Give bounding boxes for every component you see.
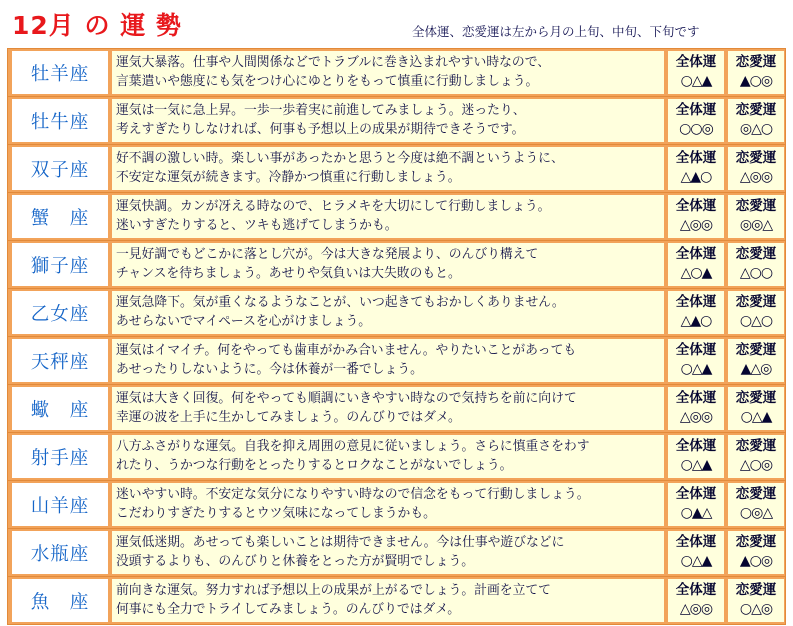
- table-row: [8, 288, 785, 336]
- overall-luck-cell: [668, 387, 724, 430]
- love-luck-cell: [728, 435, 784, 478]
- love-luck-marks: ▲○◎: [739, 73, 773, 89]
- zodiac-sign: 牡羊座: [12, 51, 108, 94]
- overall-luck-marks: ○△▲: [680, 457, 712, 473]
- love-luck-cell: [728, 291, 784, 334]
- love-luck-cell: [728, 579, 784, 622]
- fortune-line: 運気はイマイチ。何をやっても歯車がかみ合いません。やりたいことがあっても: [116, 343, 577, 358]
- overall-luck-marks: ○△▲: [680, 361, 712, 377]
- overall-luck-cell: [668, 579, 724, 622]
- overall-luck-label: 全体運: [675, 198, 717, 214]
- header: [0, 0, 793, 48]
- fortune-line: 八方ふさがりな運気。自我を抑え周囲の意見に従いましょう。さらに慎重さをわす: [116, 439, 590, 454]
- love-luck-cell: [728, 99, 784, 142]
- love-luck-label: 恋愛運: [735, 486, 777, 502]
- overall-luck-label: 全体運: [675, 150, 717, 166]
- fortune-line: 不安定な運気が続きます。冷静かつ慎重に行動しましょう。: [116, 170, 461, 185]
- zodiac-sign: 射手座: [12, 435, 108, 478]
- fortune-line: 考えすぎたりしなければ、何事も予想以上の成果が期待できそうです。: [116, 122, 525, 137]
- table-row: [8, 528, 785, 576]
- overall-luck-cell: [668, 147, 724, 190]
- love-luck-marks: △○○: [739, 265, 773, 281]
- love-luck-marks: △○◎: [739, 457, 773, 473]
- overall-luck-marks: ○△▲: [680, 73, 712, 89]
- fortune-line: 運気急降下。気が重くなるようなことが、いつ起きてもおかしくありません。: [116, 295, 565, 310]
- love-luck-marks: ○△○: [739, 313, 773, 329]
- table-row: [8, 96, 785, 144]
- overall-luck-marks: △○▲: [680, 265, 712, 281]
- overall-luck-cell: [668, 531, 724, 574]
- zodiac-sign: 魚 座: [12, 579, 108, 622]
- fortune-text: [112, 243, 664, 286]
- overall-luck-cell: [668, 195, 724, 238]
- overall-luck-marks: △▲○: [680, 313, 712, 329]
- love-luck-marks: ○◎△: [739, 505, 773, 521]
- fortune-text: [112, 387, 664, 430]
- love-luck-label: 恋愛運: [735, 534, 777, 550]
- love-luck-label: 恋愛運: [735, 150, 777, 166]
- fortune-line: チャンスを待ちましょう。あせりや気負いは大失敗のもと。: [116, 266, 461, 281]
- fortune-text: [112, 339, 664, 382]
- love-luck-marks: △◎◎: [739, 169, 773, 185]
- love-luck-marks: ▲△◎: [740, 361, 772, 377]
- love-luck-marks: ▲○◎: [739, 553, 773, 569]
- fortune-text: [112, 51, 664, 94]
- overall-luck-cell: [668, 483, 724, 526]
- overall-luck-cell: [668, 339, 724, 382]
- fortune-line: 迷いすぎたりすると、ツキも逃げてしまうかも。: [116, 218, 398, 233]
- love-luck-cell: [728, 195, 784, 238]
- overall-luck-cell: [668, 243, 724, 286]
- love-luck-marks: ◎△○: [739, 121, 773, 137]
- love-luck-cell: [728, 147, 784, 190]
- fortune-line: 没頭するよりも、のんびりと休養をとった方が賢明でしょう。: [116, 554, 475, 569]
- love-luck-cell: [728, 483, 784, 526]
- zodiac-sign: 双子座: [12, 147, 108, 190]
- love-luck-marks: ○△▲: [740, 409, 772, 425]
- table-row: [8, 240, 785, 288]
- fortune-text: [112, 531, 664, 574]
- love-luck-label: 恋愛運: [735, 390, 777, 406]
- fortune-line: れたり、うかつな行動をとったりするとロクなことがないでしょう。: [116, 458, 513, 473]
- fortune-line: 運気快調。カンが冴える時なので、ヒラメキを大切にして行動しましょう。: [116, 199, 551, 214]
- zodiac-sign: 乙女座: [12, 291, 108, 334]
- love-luck-label: 恋愛運: [735, 198, 777, 214]
- table-row: [8, 192, 785, 240]
- page-title: 12月 の 運 勢: [12, 11, 182, 40]
- fortune-text: [112, 195, 664, 238]
- love-luck-cell: [728, 243, 784, 286]
- love-luck-label: 恋愛運: [735, 582, 777, 598]
- overall-luck-marks: △◎◎: [679, 409, 713, 425]
- zodiac-sign: 蟹 座: [12, 195, 108, 238]
- fortune-line: 言葉遣いや態度にも気をつけ心にゆとりをもって慎重に行動しましょう。: [116, 74, 539, 89]
- table-row: [8, 384, 785, 432]
- overall-luck-cell: [668, 291, 724, 334]
- love-luck-label: 恋愛運: [735, 438, 777, 454]
- overall-luck-cell: [668, 51, 724, 94]
- zodiac-sign: 水瓶座: [12, 531, 108, 574]
- love-luck-cell: [728, 51, 784, 94]
- overall-luck-label: 全体運: [675, 294, 717, 310]
- table-row: [8, 144, 785, 192]
- love-luck-cell: [728, 339, 784, 382]
- overall-luck-label: 全体運: [675, 102, 717, 118]
- table-row: [8, 49, 785, 96]
- fortune-text: [112, 147, 664, 190]
- zodiac-sign: 蠍 座: [12, 387, 108, 430]
- fortune-table: [7, 48, 786, 625]
- fortune-line: あせったりしないように。今は休養が一番でしょう。: [116, 362, 423, 377]
- love-luck-label: 恋愛運: [735, 102, 777, 118]
- table-row: [8, 480, 785, 528]
- zodiac-sign: 天秤座: [12, 339, 108, 382]
- fortune-line: 運気大暴落。仕事や人間関係などでトラブルに巻き込まれやすい時なので、: [116, 55, 551, 70]
- zodiac-sign: 山羊座: [12, 483, 108, 526]
- love-luck-marks: ◎◎△: [739, 217, 773, 233]
- table-row: [8, 576, 785, 624]
- overall-luck-marks: △◎◎: [679, 217, 713, 233]
- overall-luck-cell: [668, 99, 724, 142]
- fortune-text: [112, 99, 664, 142]
- fortune-line: 好不調の激しい時。楽しい事があったかと思うと今度は絶不調というように、: [116, 151, 564, 166]
- overall-luck-label: 全体運: [675, 534, 717, 550]
- fortune-line: 運気低迷期。あせっても楽しいことは期待できません。今は仕事や遊びなどに: [116, 535, 565, 550]
- overall-luck-marks: △◎◎: [679, 601, 713, 617]
- love-luck-label: 恋愛運: [735, 342, 777, 358]
- fortune-line: 一見好調でもどこかに落とし穴が。今は大きな発展より、のんびり構えて: [116, 247, 539, 262]
- fortune-text: [112, 483, 664, 526]
- table-row: [8, 432, 785, 480]
- fortune-line: 幸運の波を上手に生かしてみましょう。のんびりではダメ。: [116, 410, 461, 425]
- overall-luck-marks: ○▲△: [680, 505, 712, 521]
- table-row: [8, 336, 785, 384]
- fortune-line: 運気は一気に急上昇。一歩一歩着実に前進してみましょう。迷ったり、: [116, 103, 526, 118]
- love-luck-label: 恋愛運: [735, 294, 777, 310]
- overall-luck-label: 全体運: [675, 390, 717, 406]
- overall-luck-label: 全体運: [675, 54, 717, 70]
- overall-luck-label: 全体運: [675, 246, 717, 262]
- legend-note: 全体運、恋愛運は左から月の上旬、中旬、下旬です: [412, 24, 700, 39]
- love-luck-cell: [728, 387, 784, 430]
- overall-luck-label: 全体運: [675, 438, 717, 454]
- fortune-line: 迷いやすい時。不安定な気分になりやすい時なので信念をもって行動しましょう。: [116, 487, 590, 502]
- fortune-line: 前向きな運気。努力すれば予想以上の成果が上がるでしょう。計画を立てて: [116, 583, 551, 598]
- overall-luck-marks: ○△▲: [680, 553, 712, 569]
- fortune-line: あせらないでマイペースを心がけましょう。: [116, 314, 372, 329]
- fortune-line: 何事にも全力でトライしてみましょう。のんびりではダメ。: [116, 602, 461, 617]
- overall-luck-label: 全体運: [675, 486, 717, 502]
- fortune-text: [112, 291, 664, 334]
- love-luck-label: 恋愛運: [735, 246, 777, 262]
- fortune-text: [112, 435, 664, 478]
- love-luck-cell: [728, 531, 784, 574]
- zodiac-sign: 獅子座: [12, 243, 108, 286]
- love-luck-label: 恋愛運: [735, 54, 777, 70]
- love-luck-marks: ○△◎: [739, 601, 773, 617]
- zodiac-sign: 牡牛座: [12, 99, 108, 142]
- overall-luck-marks: ○○◎: [679, 121, 713, 137]
- fortune-line: 運気は大きく回復。何をやっても順調にいきやすい時なので気持ちを前に向けて: [116, 391, 577, 406]
- fortune-text: [112, 579, 664, 622]
- overall-luck-label: 全体運: [675, 342, 717, 358]
- overall-luck-cell: [668, 435, 724, 478]
- fortune-line: こだわりすぎたりするとウツ気味になってしまうかも。: [116, 506, 436, 521]
- overall-luck-marks: △▲○: [680, 169, 712, 185]
- overall-luck-label: 全体運: [675, 582, 717, 598]
